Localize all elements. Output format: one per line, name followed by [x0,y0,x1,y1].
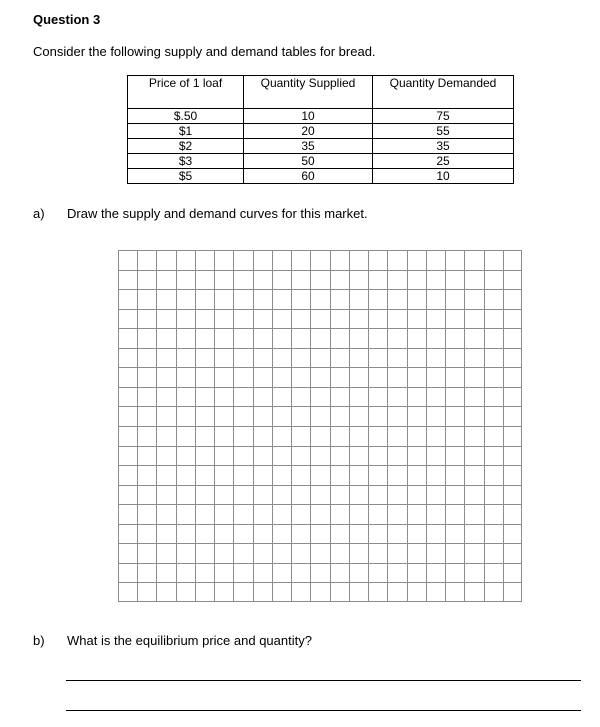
price-cell: $2 [128,139,244,154]
part-a-question: Draw the supply and demand curves for this market. [67,206,368,221]
part-a-label: a) [33,206,45,221]
supplied-cell: 50 [244,154,373,169]
part-b-question: What is the equilibrium price and quantity? [67,633,312,648]
demanded-cell: 10 [373,169,514,184]
supplied-cell: 60 [244,169,373,184]
table-row [128,109,514,124]
answer-line-1[interactable] [66,680,581,681]
header-quantity-supplied: Quantity Supplied [244,76,373,109]
table-row [128,154,514,169]
supplied-cell: 10 [244,109,373,124]
header-quantity-demanded: Quantity Demanded [373,76,514,109]
graph-grid[interactable] [118,250,522,602]
intro-text: Consider the following supply and demand tables for bread. [33,44,376,59]
price-cell: $.50 [128,109,244,124]
table-row [128,139,514,154]
price-cell: $3 [128,154,244,169]
table-row [128,124,514,139]
supply-demand-table [127,75,514,184]
demanded-cell: 25 [373,154,514,169]
answer-line-2[interactable] [66,710,581,711]
price-cell: $1 [128,124,244,139]
demanded-cell: 75 [373,109,514,124]
price-cell: $5 [128,169,244,184]
header-price: Price of 1 loaf [128,76,244,109]
question-title: Question 3 [33,12,101,27]
supplied-cell: 20 [244,124,373,139]
demanded-cell: 35 [373,139,514,154]
demanded-cell: 55 [373,124,514,139]
supplied-cell: 35 [244,139,373,154]
table-row [128,169,514,184]
part-b-label: b) [33,633,45,648]
